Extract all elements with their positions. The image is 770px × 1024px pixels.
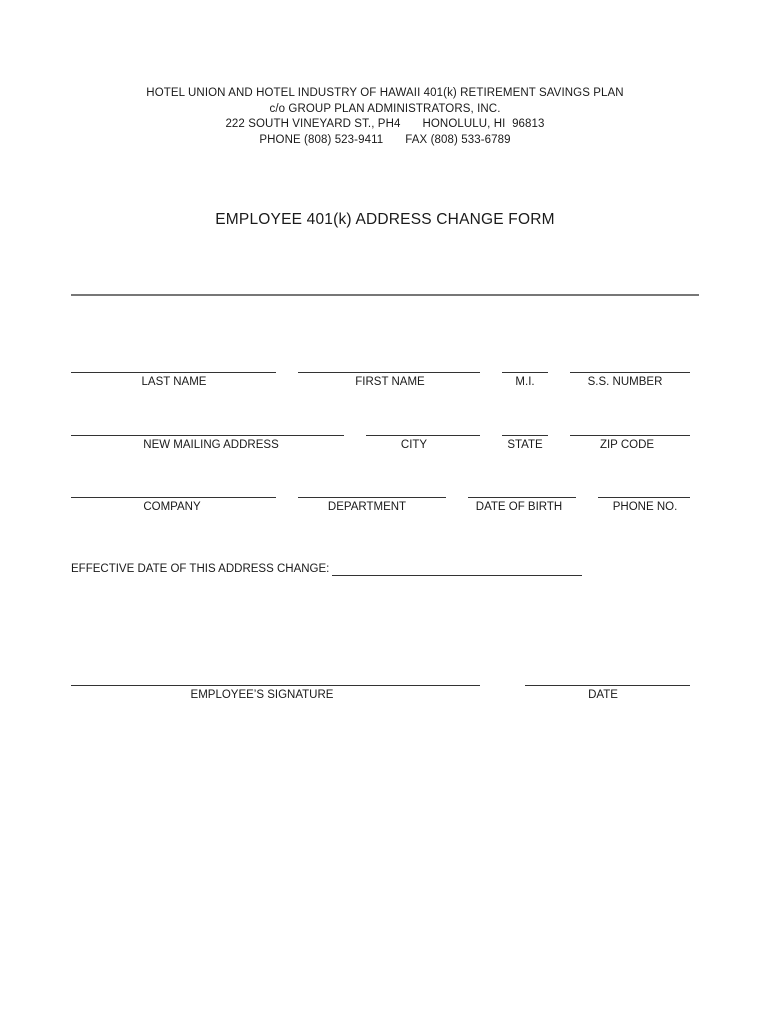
city-state-zip: HONOLULU, HI 96813 xyxy=(422,118,545,130)
form-title: EMPLOYEE 401(k) ADDRESS CHANGE FORM xyxy=(215,211,555,228)
signature-field[interactable] xyxy=(71,685,480,686)
company-field[interactable] xyxy=(71,497,276,498)
address-line xyxy=(0,117,770,133)
date-of-birth-field[interactable] xyxy=(468,497,576,498)
phone-no-field[interactable] xyxy=(598,497,690,498)
signature-date-field[interactable] xyxy=(525,685,690,686)
first-name-field[interactable] xyxy=(298,372,480,373)
department-label: DEPARTMENT xyxy=(327,501,407,513)
effective-date-field[interactable] xyxy=(332,575,582,576)
ss-number-field[interactable] xyxy=(570,372,690,373)
zip-code-label: ZIP CODE xyxy=(599,439,655,451)
company-label: COMPANY xyxy=(143,501,201,513)
section-divider xyxy=(71,294,699,296)
state-field[interactable] xyxy=(502,435,548,436)
plan-name: HOTEL UNION AND HOTEL INDUSTRY OF HAWAII 401(k) RETIREMENT SAVINGS PLAN xyxy=(146,87,624,99)
state-label: STATE xyxy=(507,439,543,451)
effective-date-label: EFFECTIVE DATE OF THIS ADDRESS CHANGE: xyxy=(71,563,330,575)
middle-initial-field[interactable] xyxy=(502,372,548,373)
last-name-field[interactable] xyxy=(71,372,276,373)
city-field[interactable] xyxy=(366,435,480,436)
city-label: CITY xyxy=(400,439,428,451)
administrator-name: c/o GROUP PLAN ADMINISTRATORS, INC. xyxy=(269,102,501,115)
signature-date-label: DATE xyxy=(588,689,618,701)
department-field[interactable] xyxy=(298,497,446,498)
street-address: 222 SOUTH VINEYARD ST., PH4 xyxy=(225,118,401,130)
mailing-address-field[interactable] xyxy=(71,435,344,436)
middle-initial-label: M.I. xyxy=(515,376,535,388)
signature-label: EMPLOYEE’S SIGNATURE xyxy=(190,689,334,701)
ss-number-label: S.S. NUMBER xyxy=(587,376,663,388)
fax-number: FAX (808) 533-6789 xyxy=(405,133,511,146)
mailing-address-label: NEW MAILING ADDRESS xyxy=(143,439,279,451)
last-name-label: LAST NAME xyxy=(141,376,207,388)
zip-code-field[interactable] xyxy=(570,435,690,436)
plan-header xyxy=(0,86,770,148)
phone-number: PHONE (808) 523-9411 xyxy=(259,133,384,146)
first-name-label: FIRST NAME xyxy=(355,376,425,388)
contact-line xyxy=(0,133,770,149)
phone-no-label: PHONE NO. xyxy=(612,501,678,513)
date-of-birth-label: DATE OF BIRTH xyxy=(475,501,563,513)
